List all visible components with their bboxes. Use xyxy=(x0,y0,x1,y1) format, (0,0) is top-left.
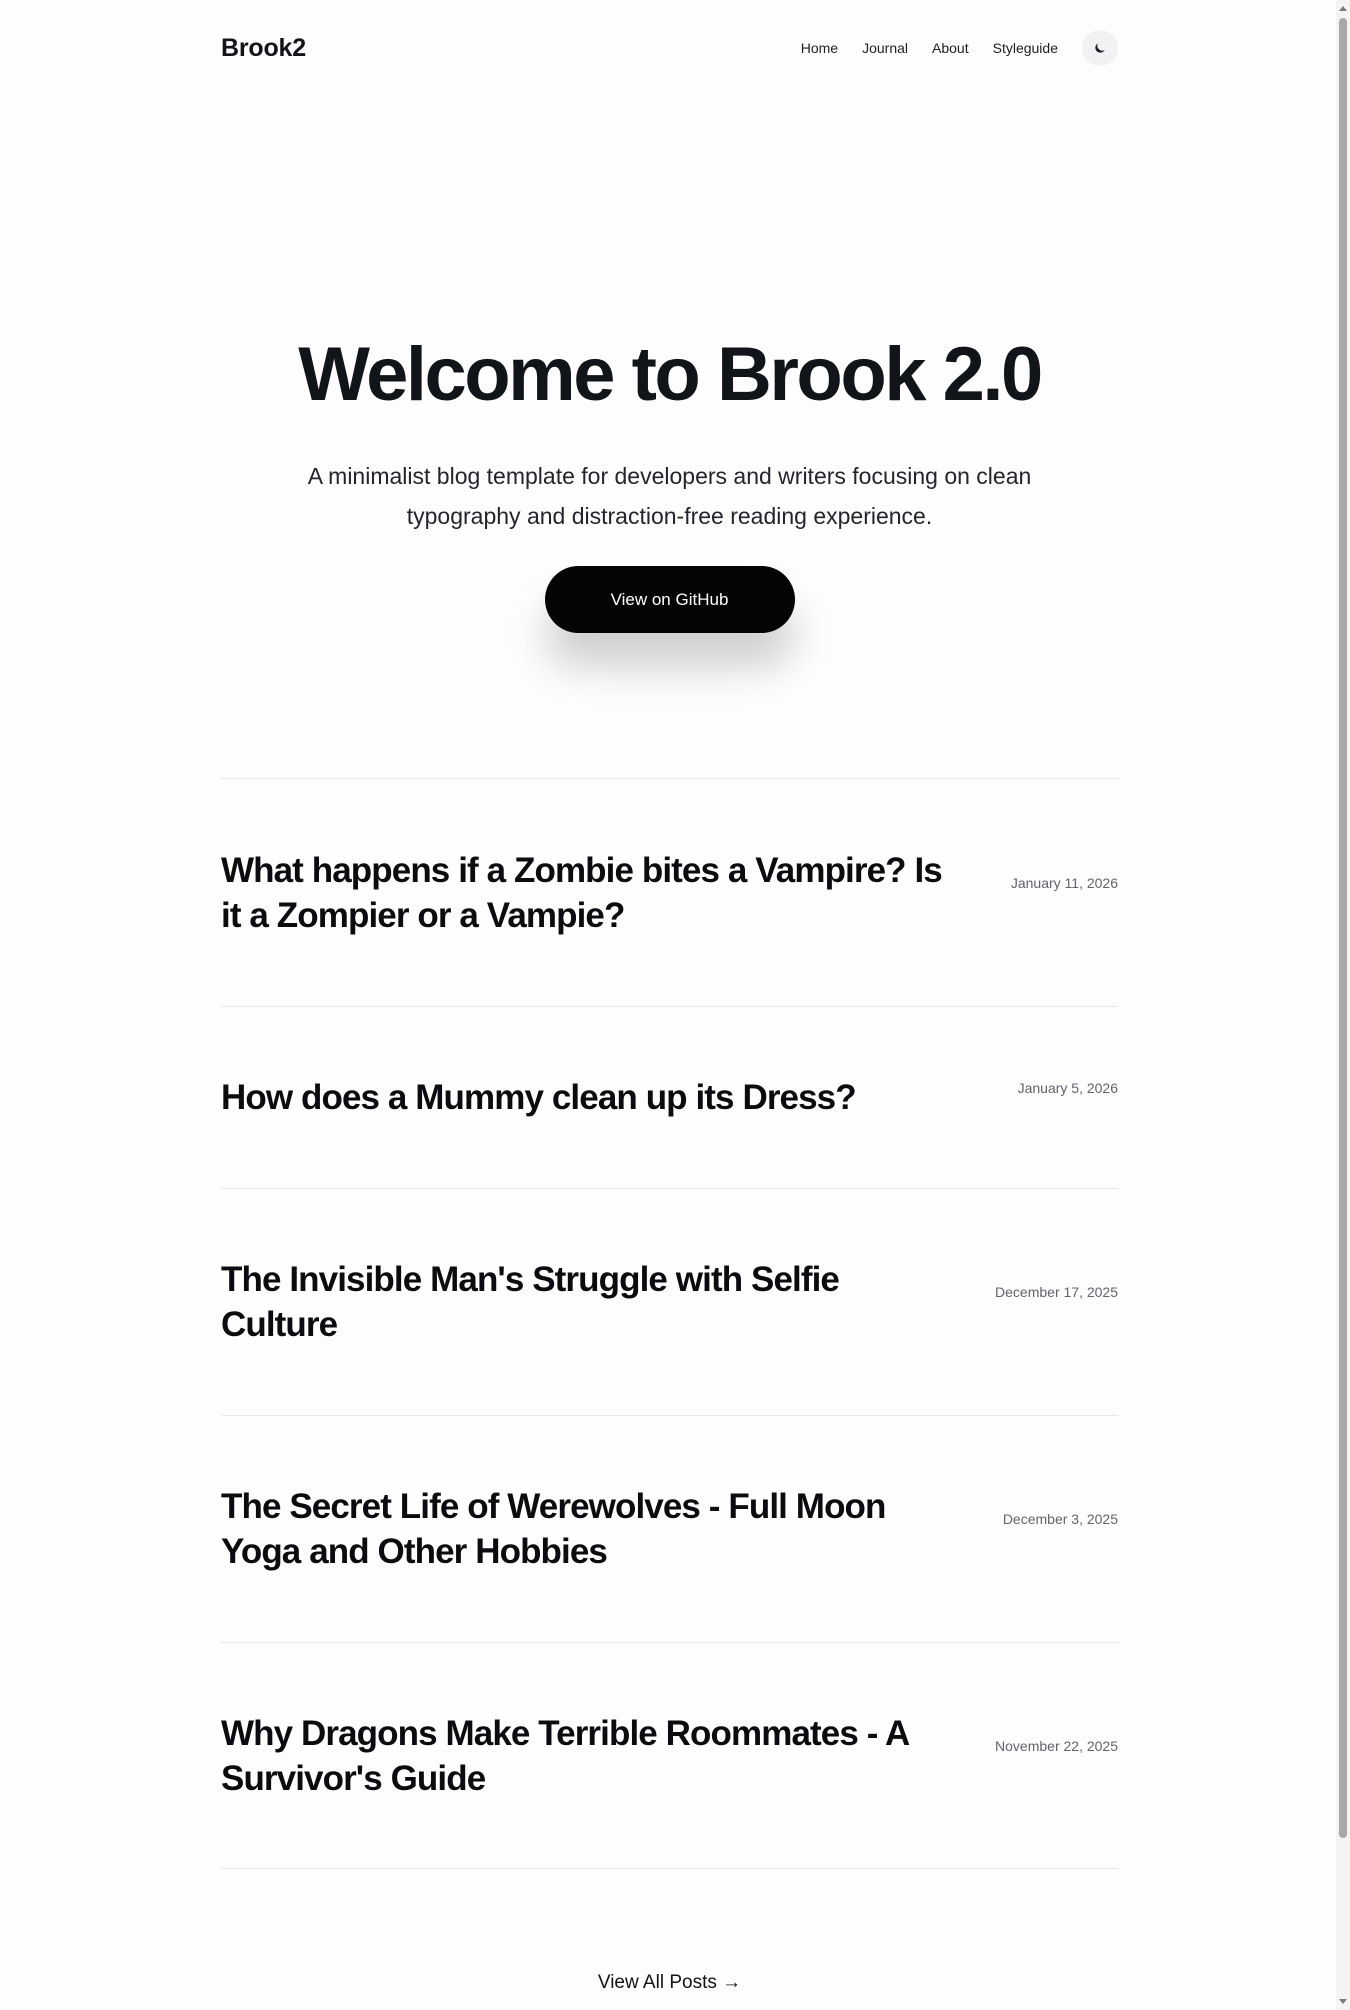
theme-toggle-button[interactable] xyxy=(1082,30,1118,66)
scrollbar[interactable] xyxy=(1336,0,1350,2010)
hero-title: Welcome to Brook 2.0 xyxy=(298,332,1041,417)
post-title[interactable]: The Invisible Man's Struggle with Selfie Culture xyxy=(221,1260,839,1344)
nav-about[interactable]: About xyxy=(932,40,969,56)
view-all-posts-link[interactable] xyxy=(221,1972,1118,1994)
post-list xyxy=(221,778,1118,1869)
scrollbar-thumb[interactable] xyxy=(1339,18,1347,1838)
post-title[interactable]: Why Dragons Make Terrible Roommates - A Survivor's Guide xyxy=(221,1713,909,1798)
main-nav xyxy=(801,30,1118,66)
github-button[interactable]: View on GitHub xyxy=(545,566,795,633)
post-date: November 22, 2025 xyxy=(995,1737,1118,1754)
nav-styleguide[interactable]: Styleguide xyxy=(992,40,1058,56)
post-date: December 17, 2025 xyxy=(995,1284,1118,1300)
nav-journal[interactable]: Journal xyxy=(862,40,909,56)
post-date: December 3, 2025 xyxy=(1002,1511,1118,1527)
scroll-down-arrow-icon[interactable] xyxy=(1339,1999,1347,2004)
post-title[interactable]: What happens if a Zombie bites a Vampire? Is it a Zompier or a Vampie? xyxy=(221,850,942,935)
post-item[interactable] xyxy=(221,1642,1118,1869)
post-date: January 11, 2026 xyxy=(1010,874,1118,891)
arrow-right-icon: → xyxy=(722,1972,742,1993)
post-item[interactable] xyxy=(221,778,1118,1006)
site-header xyxy=(221,22,1118,74)
post-item[interactable] xyxy=(221,1006,1118,1188)
post-item[interactable] xyxy=(221,1188,1118,1415)
hero-section xyxy=(221,330,1118,633)
brand-logo[interactable]: Brook2 xyxy=(221,33,306,62)
post-title[interactable]: The Secret Life of Werewolves - Full Moon Yoga and Other Hobbies xyxy=(221,1487,886,1571)
hero-subtitle: A minimalist blog template for developers and writers focusing on clean typography and distraction-free reading experience. xyxy=(307,463,1032,529)
nav-home[interactable]: Home xyxy=(800,40,839,56)
post-date: January 5, 2026 xyxy=(1017,1079,1118,1096)
moon-icon xyxy=(1093,41,1107,55)
post-title[interactable]: How does a Mummy clean up its Dress? xyxy=(221,1078,856,1117)
post-item[interactable] xyxy=(221,1415,1118,1642)
scroll-up-arrow-icon[interactable] xyxy=(1339,6,1347,11)
view-all-label: View All Posts xyxy=(597,1972,717,1993)
